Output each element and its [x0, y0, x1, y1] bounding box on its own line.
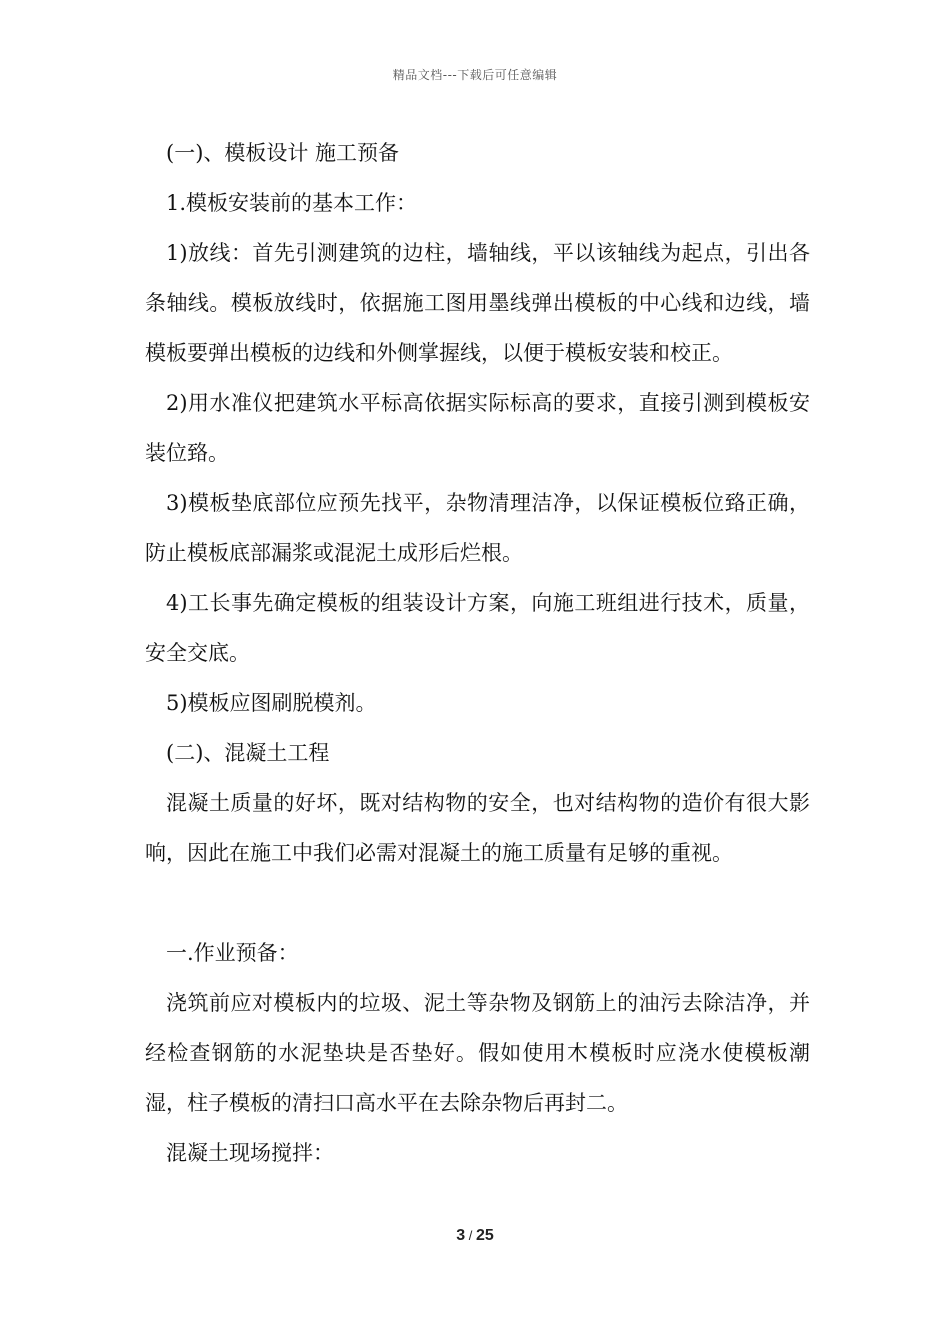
page-total: 25: [475, 1227, 494, 1244]
paragraph-spacer: [145, 878, 810, 928]
paragraph-layout-lines: 1)放线：首先引测建筑的边柱，墙轴线，平以该轴线为起点，引出各条轴线。模板放线时，依据施工图用墨线弹出模板的中心线和边线，墙模板要弹出模板的边线和外侧掌握线，以便于模板安装和校正。: [145, 241, 810, 365]
page-number: [0, 1227, 950, 1245]
section-heading-concrete: (二)、混凝土工程: [166, 741, 330, 765]
paragraph-pre-pour-cleaning: 浇筑前应对模板内的垃圾、泥土等杂物及钢筋上的油污去除洁净，并经检查钢筋的水泥垫块是否垫好。假如使用木模板时应浇水使模板潮湿，柱子模板的清扫口高水平在去除杂物后再封二。: [145, 991, 810, 1115]
paragraph-base-leveling: 3)模板垫底部位应预先找平，杂物清理洁净，以保证模板位臵正确，防止模板底部漏浆或混泥土成形后烂根。: [145, 491, 810, 565]
page-current: 3: [456, 1227, 466, 1244]
page-header: 精品文档---下载后可任意编辑: [392, 68, 558, 82]
subheading-work-prep: 一.作业预备：: [166, 941, 299, 965]
section-heading-formwork: (一)、模板设计 施工预备: [166, 141, 400, 165]
paragraph-release-agent: 5)模板应图刷脱模剂。: [166, 691, 377, 715]
paragraph-concrete-quality: 混凝土质量的好坏，既对结构物的安全，也对结构物的造价有很大影响，因此在施工中我们必需对混凝土的施工质量有足够的重视。: [145, 791, 810, 865]
page-separator: /: [465, 1228, 476, 1243]
subheading-formwork-prep: 1.模板安装前的基本工作：: [166, 191, 418, 215]
paragraph-level-elevation: 2)用水准仪把建筑水平标高依据实际标高的要求，直接引测到模板安装位臵。: [145, 391, 810, 465]
subheading-onsite-mixing: 混凝土现场搅拌：: [166, 1141, 334, 1165]
document-body: [145, 128, 810, 1178]
paragraph-assembly-plan: 4)工长事先确定模板的组装设计方案，向施工班组进行技术，质量，安全交底。: [145, 591, 810, 665]
